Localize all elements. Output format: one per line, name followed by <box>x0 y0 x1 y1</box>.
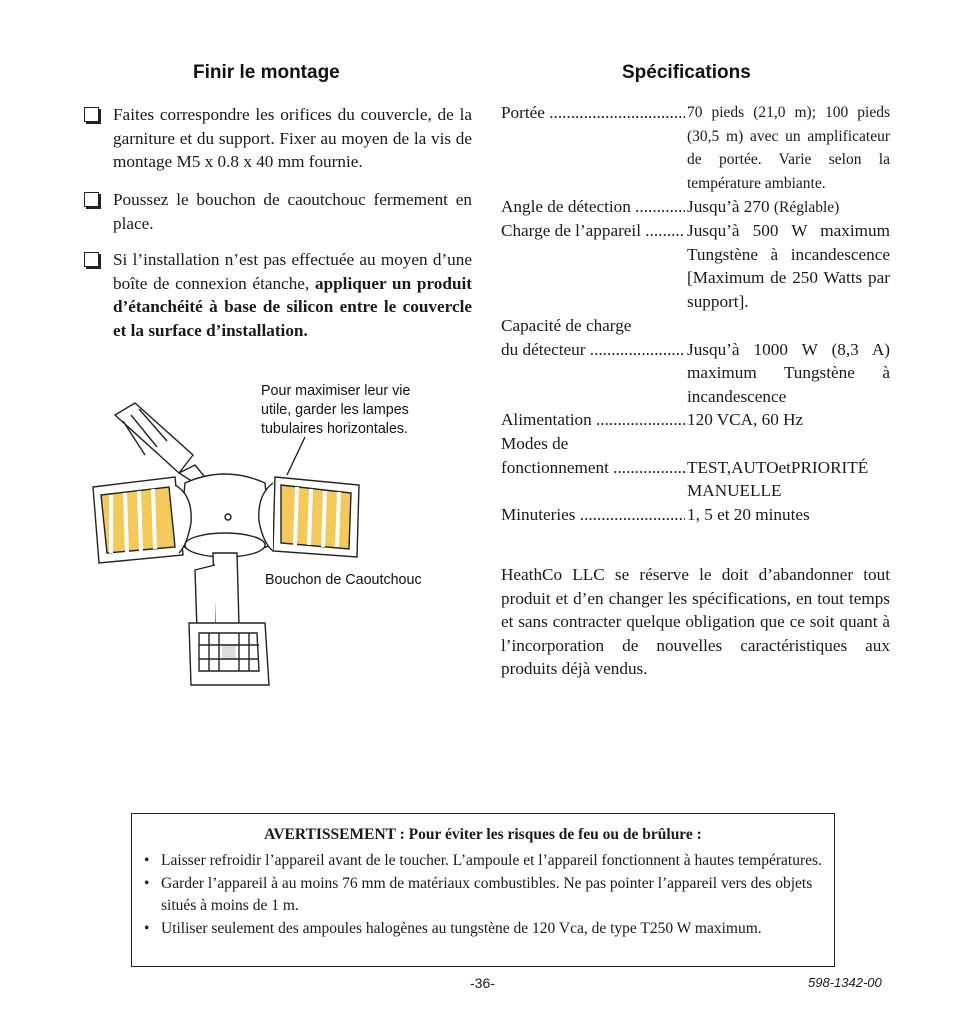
checklist-item <box>84 248 472 342</box>
spec-value: 70 pieds (21,0 m); 100 pieds (30,5 m) avec un amplificateur de portée. Varie selon la température ambiante. <box>687 104 890 192</box>
warning-item: • Laisser refroidir l’appareil avant de le toucher. L’ampoule et l’appareil fonctionnent à hautes températures. <box>144 850 824 872</box>
spec-value: Jusqu’à 270 (Réglable) <box>687 197 840 216</box>
spec-label: Angle de détection ..... <box>501 195 685 219</box>
spec-row <box>501 408 891 432</box>
spec-label: Alimentation ..... <box>501 408 685 432</box>
spec-row <box>501 503 891 527</box>
warning-item: • Utiliser seulement des ampoules halogènes au tungstène de 120 Vca, de type T250 W maximum. <box>144 918 824 940</box>
checklist-item <box>84 103 472 174</box>
spec-value: Jusqu’à 500 W maximum Tungstène à incandescence [Maximum de 250 Watts par support]. <box>687 221 890 311</box>
warning-list <box>144 850 824 941</box>
spec-value: TEST,AUTOetPRIORITÉ MANUELLE <box>687 457 869 500</box>
spec-value: 1, 5 et 20 minutes <box>687 505 810 524</box>
checklist-item-text: Si l’installation n’est pas effectuée au moyen d’une boîte de connexion étanche, appliquer un produit d’étanchéité à base de silicon entre le couvercle et la surface d’installation. <box>113 250 472 340</box>
lamp-caption: Pour maximiser leur vie utile, garder les lampes tubulaires horizontales. <box>261 383 411 437</box>
spec-label: Charge de l’appareil ..... <box>501 219 685 243</box>
spec-value: 120 VCA, 60 Hz <box>687 410 804 429</box>
spec-label: fonctionnement ..... <box>501 456 685 480</box>
spec-label-line: Modes de <box>501 434 569 453</box>
spec-label: Portée ..... <box>501 101 685 125</box>
spec-label: du détecteur ..... <box>501 338 685 362</box>
spec-row <box>501 195 891 219</box>
spec-value: Jusqu’à 1000 W (8,3 A) maximum Tungstène à incandescence <box>687 339 890 406</box>
section-heading-specifications: Spécifications <box>622 62 751 83</box>
warning-item: • Garder l’appareil à au moins 76 mm de matériaux combustibles. Ne pas pointer l’appareil vers des objets situés à moins de 1 m. <box>144 875 813 914</box>
spec-label-line: Capacité de charge <box>501 316 632 335</box>
section-heading-montage: Finir le montage <box>193 62 340 83</box>
floodlight-illustration <box>75 395 375 695</box>
checkbox-icon <box>84 107 99 122</box>
spec-row <box>501 314 891 408</box>
bullet-icon: • <box>144 920 150 937</box>
disclaimer-paragraph: HeathCo LLC se réserve le doit d’abandonner tout produit et d’en changer les spécifications, en tout temps et sans contracter quelque obligation que ce soit quant à l’incorporation de nouvelles caractéristiques aux produits déjà vendus. <box>501 565 890 678</box>
spec-row <box>501 432 891 503</box>
spec-label: Minuteries ..... <box>501 503 685 527</box>
warning-box <box>131 813 835 967</box>
checklist-item <box>84 188 472 235</box>
page-number: -36- <box>470 975 495 991</box>
checkbox-icon <box>84 192 99 207</box>
bullet-icon: • <box>144 852 150 869</box>
checklist-item-text: Poussez le bouchon de caoutchouc fermement en place. <box>113 190 472 233</box>
document-number: 598-1342-00 <box>808 975 882 990</box>
spec-row <box>501 219 891 313</box>
bullet-icon: • <box>144 875 150 892</box>
checklist-item-text: Faites correspondre les orifices du couvercle, de la garniture et du support. Fixer au moyen de la vis de montage M5 x 0.8 x 40 mm fournie. <box>113 105 472 171</box>
spec-row <box>501 101 891 196</box>
plug-caption: Bouchon de Caoutchouc <box>265 572 422 588</box>
checkbox-icon <box>84 252 99 267</box>
warning-title: AVERTISSEMENT : Pour éviter les risques de feu ou de brûlure : <box>264 826 702 843</box>
